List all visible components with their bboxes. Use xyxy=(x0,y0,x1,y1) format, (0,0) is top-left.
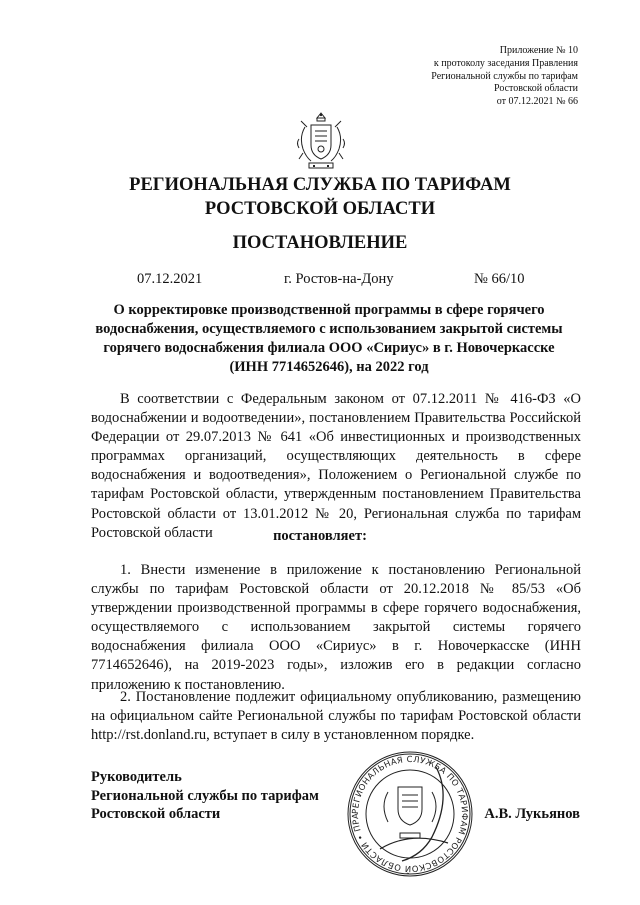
appendix-line-5: от 07.12.2021 № 66 xyxy=(496,96,578,108)
organization-name xyxy=(0,173,640,221)
subject-line-2: водоснабжения, осуществляемого с использованием закрытой системы xyxy=(95,321,563,337)
decree-word: постановляет: xyxy=(273,528,367,544)
item-1-paragraph: 1. Внести изменение в приложение к постановлению Региональной службы по тарифам Ростовской области от 20.12.2018 № 85/53 «Об утверждении производственной программы в сфере горячего водоснабжения, осуществляемого с использованием закрытой системы горячего водоснабжения филиала ООО «Сириус» в г. Новочеркасске (ИНН 7714652646), на 2019-2023 годы», изложив его в редакции согласно приложению к постановлению. xyxy=(91,562,581,693)
official-seal-icon xyxy=(340,747,480,882)
subject-line-4: (ИНН 7714652646), на 2022 год xyxy=(229,359,429,375)
signatory-title-line-2: Региональной службы по тарифам xyxy=(91,787,319,804)
seal-ring-text: РЕГИОНАЛЬНАЯ СЛУЖБА ПО ТАРИФАМ РОСТОВСКОЙ ОБЛАСТИ • ПРА xyxy=(349,753,471,875)
document-number: № 66/10 xyxy=(474,271,525,287)
item-2-paragraph: 2. Постановление подлежит официальному опубликованию, размещению на официальном сайте Региональной службы по тарифам Ростовской области http://rst.donland.ru, вступает в силу в установленном порядке. xyxy=(91,689,581,744)
document-subject xyxy=(70,301,588,377)
svg-text:РЕГИОНАЛЬНАЯ СЛУЖБА ПО ТАРИФАМ xyxy=(340,747,470,875)
appendix-line-2: к протоколу заседания Правления xyxy=(433,57,578,69)
preamble-paragraph: В соответствии с Федеральным законом от 07.12.2011 № 416-ФЗ «О водоснабжении и водоотведении», постановлением Правительства Российской Федерации от 29.07.2013 № 641 «Об инвестиционных и производственных программах организаций, осуществляющих деятельность в сфере водоснабжения и водоотведения», Положением о Региональной службе по тарифам Ростовской области, утвержденным постановлением Правительства Ростовской области от 13.01.2012 № 20, Региональная служба по тарифам Ростовской области xyxy=(91,391,581,541)
organization-name-line-1: РЕГИОНАЛЬНАЯ СЛУЖБА ПО ТАРИФАМ xyxy=(129,175,511,195)
signatory-title-line-3: Ростовской области xyxy=(91,806,221,822)
appendix-line-4: Ростовской области xyxy=(494,83,578,95)
organization-name-line-2: РОСТОВСКОЙ ОБЛАСТИ xyxy=(204,199,436,219)
signatory-title xyxy=(91,768,319,824)
appendix-note xyxy=(318,45,578,109)
document-date: 07.12.2021 xyxy=(137,271,203,287)
document-place: г. Ростов-на-Дону xyxy=(284,271,394,287)
subject-line-1: О корректировке производственной программы в сфере горячего xyxy=(113,302,545,318)
appendix-line-3: Региональной службы по тарифам xyxy=(431,70,578,82)
subject-line-3: горячего водоснабжения филиала ООО «Сириус» в г. Новочеркасске xyxy=(103,340,555,356)
signatory-title-line-1: Руководитель xyxy=(91,769,182,785)
document-type: ПОСТАНОВЛЕНИЕ xyxy=(232,233,408,253)
appendix-line-1: Приложение № 10 xyxy=(499,45,578,56)
coat-of-arms-icon xyxy=(293,109,349,173)
signatory-name: А.В. Лукьянов xyxy=(484,806,580,822)
